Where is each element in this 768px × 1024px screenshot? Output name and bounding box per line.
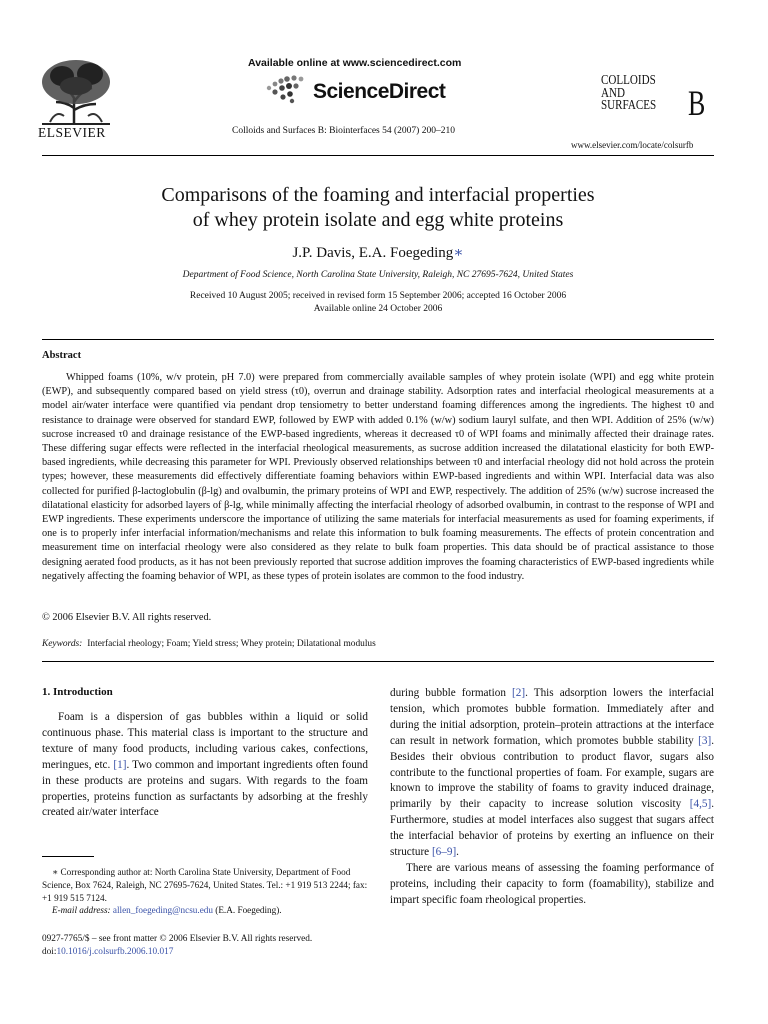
header-rule [42, 155, 714, 156]
journal-logo-line-3: SURFACES [601, 97, 657, 112]
received-dates: Received 10 August 2005; received in revised form 15 September 2006; accepted 16 October 2006 [189, 291, 567, 301]
title-line-1: Comparisons of the foaming and interfacial properties [161, 184, 595, 206]
corresponding-author-footnote [42, 866, 368, 917]
journal-logo-line-2: AND [601, 84, 625, 100]
body-left-column [42, 686, 368, 821]
citation-link[interactable]: [1] [113, 758, 127, 771]
body-right-column [390, 686, 714, 909]
citation-link[interactable]: [6–9] [431, 846, 457, 859]
footnote-rule [42, 856, 94, 857]
keywords-bottom-rule [42, 661, 714, 662]
abstract-paragraph: Whipped foams (10%, w/v protein, pH 7.0) were prepared from commercially available samples of whey protein isolate (WPI) and egg white protein (EWP), and subsequently compared based on yield stress (τ0), overrun and drainage stability. Adsorption rates and interfacial rheological measurements at a model air/water interface were quantified via pendant drop tensiometry to better understand foaming differences among the ingredients. The highest τ0 and resistance to drainage were observed for standard EWP, followed by EWP with added 0.1% (w/w) sodium lauryl sulfate, and then WPI. Addition of 25% (w/w) sucrose increased τ0 and drainage resistance of the EWP-based ingredients, whereas it decreased τ0 of WPI foams and minimally affected their drainage rates. These differing sugar effects were reflected in the interfacial rheological measurements, as sucrose addition increased the dilatational elasticity for both EWP-based ingredients, while decreasing this parameter for WPI. Previously observed relationships between τ0 and interfacial rheology did not hold across the protein types; however, these measurements did effectively differentiate foaming behaviors within EWP-based ingredients and within WPI. Interfacial data was also collected for purified β-lactoglobulin (β-lg) and ovalbumin, the primary proteins of WPI and EWP, respectively. The addition of 25% (w/w) sucrose increased the dilatational elasticity for adsorbed layers of β-lg, while minimally affecting the interfacial rheology of adsorbed ovalbumin, in contrast to the response of WPI and EWP ingredients. These experiments underscore the importance of utilizing the same materials for interfacial measurements as used for foaming experiments, if one is to properly infer interfacial information/mechanisms and relate this information to bulk foaming measurements. The effects of protein concentration and measurement time on interfacial rheology were also considered as they relate to bulk foam properties. This data should be of practical assistance to those designing aerated food products, as it has not been previously reported that sucrose addition improves the foaming characteristics of EWP-based ingredients while negatively affecting the foaming behavior of WPI, as these types of protein isolates are common to the food industry. [42, 372, 714, 582]
text-run: Foam is a dispersion of gas bubbles within a liquid or solid continuous phase. This material class is important to the structure and texture of many food products, including various cakes, confections, meringues, etc. [42, 711, 368, 771]
footnote-text: ∗ Corresponding author at: North Carolina State University, Department of Food Science, Box 7624, Raleigh, NC 27695-7624, United States. Tel.: +1 919 513 2244; fax: +1 919 515 7124. [42, 867, 368, 903]
keywords-list: Interfacial rheology; Foam; Yield stress; Whey protein; Dilatational modulus [87, 639, 376, 649]
citation-link[interactable]: [2] [512, 687, 526, 699]
intro-paragraph-1 [42, 710, 368, 821]
affiliation: Department of Food Science, North Carolina State University, Raleigh, NC 27695-7624, United States [182, 270, 574, 280]
available-online-text: Available online at www.sciencedirect.com [248, 57, 462, 69]
intro-paragraph-2 [390, 686, 714, 861]
sciencedirect-wordmark: ScienceDirect [313, 80, 446, 103]
intro-paragraph-3: There are various means of assessing the foaming performance of proteins, including their capacity to form (foamability), stabilize and impart specific foam rheological properties. [390, 861, 714, 906]
abstract-heading: Abstract [42, 350, 82, 361]
email-label: E-mail address: [52, 905, 111, 916]
available-date: Available online 24 October 2006 [313, 303, 443, 314]
text-run: . Two common and important ingredients often found in these products are proteins and sugars. With regards to the foam properties, proteins function as surfactants by adsorbing at the freshly created air/water interface [42, 758, 368, 819]
doi-label: doi: [42, 947, 57, 957]
article-history [42, 290, 714, 315]
journal-url-link[interactable]: www.elsevier.com/locate/colsurfb [571, 140, 694, 150]
corresponding-author-mark[interactable]: ∗ [453, 245, 464, 261]
text-run: . [456, 846, 459, 859]
text-run: during bubble formation [390, 687, 513, 699]
abstract-copyright: © 2006 Elsevier B.V. All rights reserved. [42, 612, 212, 623]
section-heading-introduction: 1. Introduction [42, 686, 113, 698]
keywords [42, 639, 376, 649]
author-list [42, 243, 714, 262]
journal-logo-text [601, 74, 656, 112]
journal-logo-line-1: COLLOIDS [601, 72, 656, 87]
front-matter-info [42, 933, 312, 959]
title-line-2: of whey protein isolate and egg white proteins [192, 209, 564, 231]
citation-link[interactable]: [4,5] [689, 798, 712, 811]
journal-logo-letter: B [688, 83, 706, 123]
citation-link[interactable]: [3] [698, 734, 712, 747]
email-suffix: (E.A. Foegeding). [212, 905, 282, 916]
footnote-email-line [42, 904, 368, 917]
keywords-label: Keywords: [42, 639, 83, 649]
email-link[interactable]: allen_foegeding@ncsu.edu [112, 905, 213, 916]
journal-citation: Colloids and Surfaces B: Biointerfaces 54 (2007) 200–210 [232, 126, 455, 136]
elsevier-tree-logo [38, 58, 114, 128]
text-run: . Furthermore, studies at model interfaces also suggest that sugars affect the interfacial behavior of proteins by exerting an influence on their structure [390, 798, 714, 859]
text-run: . Besides their obvious contribution to product flavor, sugars also contribute to the functional properties of foam. For example, sugars are known to improve the stability of foams to gravity induced drainage, primarily by their capacity to increase solution viscosity [390, 734, 714, 811]
article-title [42, 183, 714, 233]
publisher-name: ELSEVIER [38, 125, 106, 140]
doi-link[interactable]: 10.1016/j.colsurfb.2006.10.017 [56, 947, 174, 957]
doi-line [42, 946, 312, 959]
abstract-top-rule [42, 339, 714, 340]
issn-line: 0927-7765/$ – see front matter © 2006 Elsevier B.V. All rights reserved. [42, 934, 313, 944]
text-run: . This adsorption lowers the interfacial tension, which promotes bubble formation. Immediately after and during the initial adsorption, protein–protein attractions at the interface can result in network formation, which promotes bubble stability [390, 687, 714, 747]
sciencedirect-dots-icon [265, 74, 315, 104]
authors-text: J.P. Davis, E.A. Foegeding [292, 245, 454, 261]
abstract-body [42, 371, 714, 584]
